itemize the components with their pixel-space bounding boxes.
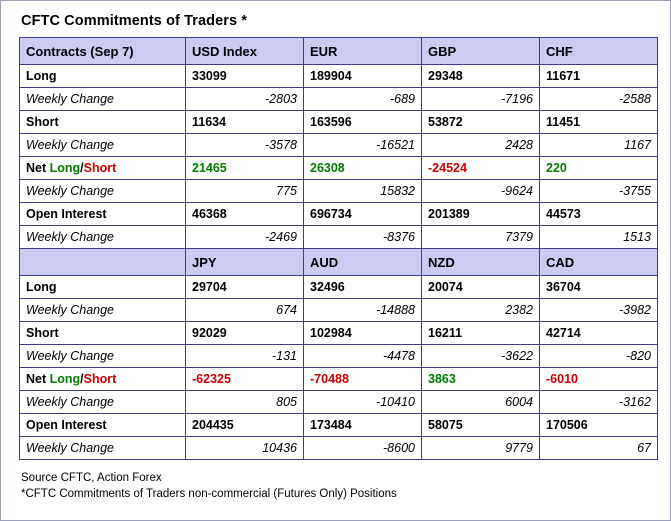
cell-oi-change-nzd: 9779 [422, 437, 540, 460]
row-label-weekly-change: Weekly Change [20, 134, 186, 157]
table-row [20, 226, 658, 249]
footnotes [21, 470, 656, 502]
cot-table [19, 37, 658, 460]
cell-net-change-nzd: 6004 [422, 391, 540, 414]
table-row [20, 157, 658, 180]
row-label-net-long-short [20, 157, 186, 180]
cell-short-change-eur: -16521 [304, 134, 422, 157]
cell-long-change-eur: -689 [304, 88, 422, 111]
cell-oi-change-eur: -8376 [304, 226, 422, 249]
cell-short-change-aud: -4478 [304, 345, 422, 368]
row-label-weekly-change: Weekly Change [20, 226, 186, 249]
cell-oi-change-usd: -2469 [186, 226, 304, 249]
header-gbp: GBP [422, 38, 540, 65]
cell-oi-usd: 46368 [186, 203, 304, 226]
cell-long-jpy: 29704 [186, 276, 304, 299]
cell-net-gbp: -24524 [422, 157, 540, 180]
row-label-weekly-change: Weekly Change [20, 299, 186, 322]
row-label-weekly-change: Weekly Change [20, 88, 186, 111]
cell-short-usd: 11634 [186, 111, 304, 134]
table-row [20, 414, 658, 437]
cell-oi-change-gbp: 7379 [422, 226, 540, 249]
cell-short-chf: 11451 [540, 111, 658, 134]
row-label-net-long-short [20, 368, 186, 391]
table-row [20, 276, 658, 299]
row-label-weekly-change: Weekly Change [20, 437, 186, 460]
cell-long-change-aud: -14888 [304, 299, 422, 322]
net-short-text: Short [83, 161, 117, 175]
cell-net-change-eur: 15832 [304, 180, 422, 203]
cell-short-cad: 42714 [540, 322, 658, 345]
cell-short-change-chf: 1167 [540, 134, 658, 157]
net-slash-text: / [80, 372, 84, 386]
table-row [20, 391, 658, 414]
table-row [20, 203, 658, 226]
cell-long-change-jpy: 674 [186, 299, 304, 322]
page-title: CFTC Commitments of Traders * [21, 13, 248, 29]
cell-net-eur: 26308 [304, 157, 422, 180]
header-chf: CHF [540, 38, 658, 65]
table-row [20, 111, 658, 134]
table-row [20, 345, 658, 368]
cell-net-change-cad: -3162 [540, 391, 658, 414]
net-prefix-text: Net [26, 372, 50, 386]
cell-oi-cad: 170506 [540, 414, 658, 437]
row-label-weekly-change: Weekly Change [20, 345, 186, 368]
header-nzd: NZD [422, 249, 540, 276]
cell-oi-nzd: 58075 [422, 414, 540, 437]
cell-oi-change-jpy: 10436 [186, 437, 304, 460]
cell-net-cad: -6010 [540, 368, 658, 391]
cell-short-change-jpy: -131 [186, 345, 304, 368]
cell-net-change-gbp: -9624 [422, 180, 540, 203]
cell-short-change-usd: -3578 [186, 134, 304, 157]
cell-long-chf: 11671 [540, 65, 658, 88]
cell-oi-change-cad: 67 [540, 437, 658, 460]
net-long-text: Long [49, 372, 81, 386]
cell-net-change-usd: 775 [186, 180, 304, 203]
header-contracts-date: Contracts (Sep 7) [20, 38, 186, 65]
cell-long-eur: 189904 [304, 65, 422, 88]
header-cad: CAD [540, 249, 658, 276]
cell-long-change-nzd: 2382 [422, 299, 540, 322]
cell-short-aud: 102984 [304, 322, 422, 345]
cell-long-cad: 36704 [540, 276, 658, 299]
cell-long-change-gbp: -7196 [422, 88, 540, 111]
cell-oi-change-chf: 1513 [540, 226, 658, 249]
table-row [20, 134, 658, 157]
table-header-row-2 [20, 249, 658, 276]
cell-oi-aud: 173484 [304, 414, 422, 437]
row-label-long: Long [20, 276, 186, 299]
cell-long-usd: 33099 [186, 65, 304, 88]
net-long-text: Long [49, 161, 81, 175]
cell-net-change-aud: -10410 [304, 391, 422, 414]
footnote-note: *CFTC Commitments of Traders non-commercial (Futures Only) Positions [21, 488, 397, 500]
cell-short-change-gbp: 2428 [422, 134, 540, 157]
cell-net-chf: 220 [540, 157, 658, 180]
cell-short-change-nzd: -3622 [422, 345, 540, 368]
cell-oi-eur: 696734 [304, 203, 422, 226]
header-aud: AUD [304, 249, 422, 276]
cell-long-gbp: 29348 [422, 65, 540, 88]
header-eur: EUR [304, 38, 422, 65]
cell-long-nzd: 20074 [422, 276, 540, 299]
cell-short-eur: 163596 [304, 111, 422, 134]
row-label-weekly-change: Weekly Change [20, 180, 186, 203]
cell-net-usd: 21465 [186, 157, 304, 180]
table-row [20, 299, 658, 322]
table-header-row-1 [20, 38, 658, 65]
cell-short-nzd: 16211 [422, 322, 540, 345]
table-row [20, 88, 658, 111]
table-row [20, 322, 658, 345]
cell-oi-change-aud: -8600 [304, 437, 422, 460]
net-prefix-text: Net [26, 161, 50, 175]
cell-net-nzd: 3863 [422, 368, 540, 391]
cell-net-change-jpy: 805 [186, 391, 304, 414]
row-label-open-interest: Open Interest [20, 203, 186, 226]
row-label-long: Long [20, 65, 186, 88]
table-row [20, 368, 658, 391]
row-label-weekly-change: Weekly Change [20, 391, 186, 414]
cell-short-gbp: 53872 [422, 111, 540, 134]
cell-oi-chf: 44573 [540, 203, 658, 226]
cell-short-jpy: 92029 [186, 322, 304, 345]
cell-net-aud: -70488 [304, 368, 422, 391]
header-usd-index: USD Index [186, 38, 304, 65]
cell-net-jpy: -62325 [186, 368, 304, 391]
cell-long-aud: 32496 [304, 276, 422, 299]
table-row [20, 180, 658, 203]
table-row [20, 65, 658, 88]
cell-net-change-chf: -3755 [540, 180, 658, 203]
net-short-text: Short [83, 372, 117, 386]
cell-oi-gbp: 201389 [422, 203, 540, 226]
row-label-short: Short [20, 111, 186, 134]
cell-long-change-usd: -2803 [186, 88, 304, 111]
table-row [20, 437, 658, 460]
net-slash-text: / [80, 161, 84, 175]
header-jpy: JPY [186, 249, 304, 276]
cell-oi-jpy: 204435 [186, 414, 304, 437]
cell-long-change-cad: -3982 [540, 299, 658, 322]
cell-short-change-cad: -820 [540, 345, 658, 368]
source-note: Source CFTC, Action Forex [21, 472, 162, 484]
cell-long-change-chf: -2588 [540, 88, 658, 111]
header-blank [20, 249, 186, 276]
row-label-open-interest: Open Interest [20, 414, 186, 437]
row-label-short: Short [20, 322, 186, 345]
